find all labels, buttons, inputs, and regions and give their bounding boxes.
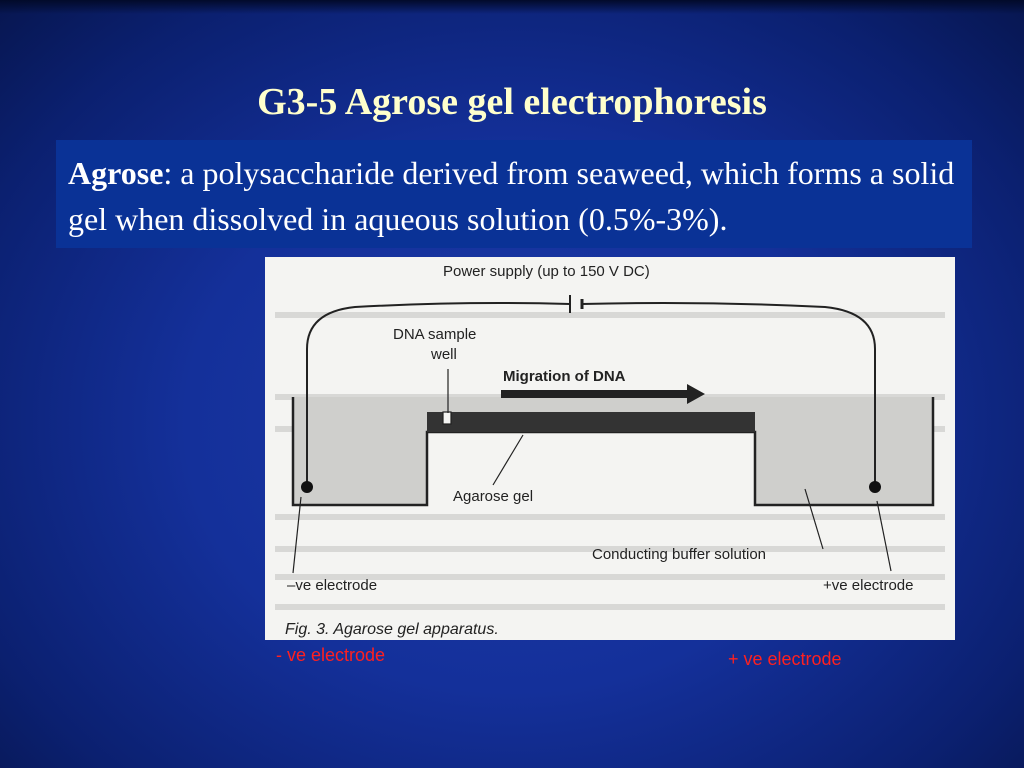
apparatus-diagram: [265, 257, 955, 640]
slide-title: G3-5 Agrose gel electrophoresis: [257, 81, 767, 123]
sample-well: [443, 412, 451, 424]
migration-arrow-bar: [501, 390, 687, 398]
migration-label: Migration of DNA: [503, 368, 626, 385]
dna-sample-label: DNA sample: [393, 326, 477, 343]
gel-slab: [427, 412, 755, 432]
apparatus-figure: [265, 257, 955, 640]
top-shadow-bar: [0, 0, 1024, 14]
neg-electrode-label: –ve electrode: [287, 577, 378, 594]
pos-electrode-annotation: + ve electrode: [728, 649, 842, 669]
neg-electrode: [301, 481, 313, 493]
definition-paragraph: [68, 150, 968, 242]
agarose-gel-label: Agarose gel: [453, 488, 534, 505]
neg-leader: [293, 497, 301, 573]
figure-caption: Fig. 3. Agarose gel apparatus.: [285, 621, 499, 638]
pos-electrode: [869, 481, 881, 493]
pos-leader: [877, 501, 891, 571]
term-agrose: Agrose: [68, 155, 164, 191]
wire-right: [582, 303, 875, 349]
buffer-label: Conducting buffer solution: [592, 546, 767, 563]
definition-text: : a polysaccharide derived from seaweed, which forms a solid gel when dissolved in aqueous solution (0.5%-3%).: [68, 155, 955, 237]
well-label: well: [431, 346, 457, 363]
power-supply-label: Power supply (up to 150 V DC): [443, 263, 650, 280]
neg-electrode-annotation: - ve electrode: [276, 645, 386, 665]
pos-electrode-label: +ve electrode: [823, 577, 914, 594]
